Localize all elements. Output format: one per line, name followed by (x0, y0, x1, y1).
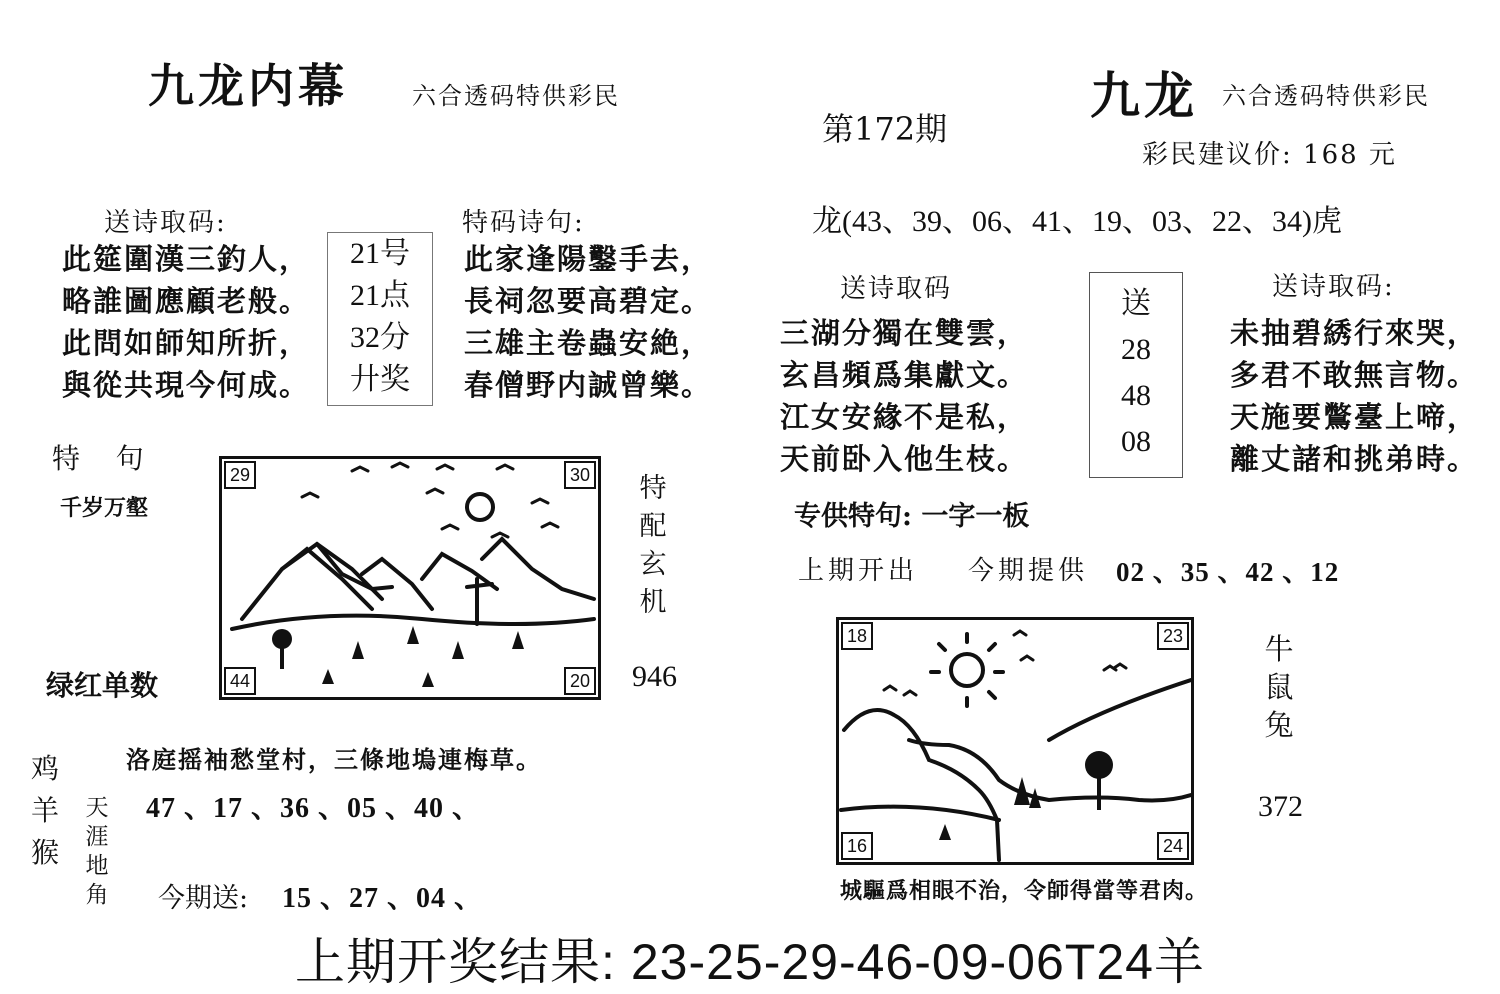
right-corner-tl: 18 (841, 622, 873, 650)
right-side-number: 372 (1258, 790, 1303, 823)
right-poem-label-left: 送诗取码 (840, 274, 953, 304)
right-poem-left (780, 312, 1028, 480)
left-mid-item: 21点 (350, 279, 410, 312)
issue-number: 第172期 (822, 110, 948, 148)
lvhong-label: 绿红单数 (46, 669, 159, 702)
right-poem-right (1230, 312, 1478, 480)
tema-line: 長祠忽要高碧定。 (464, 284, 713, 318)
tianya (80, 794, 114, 910)
side-char: 玄 (639, 549, 667, 580)
left-numbers-row: 47 、17 、36 、05 、40 、 (146, 793, 482, 824)
side-char: 鼠 (1264, 670, 1294, 704)
tema-line: 三雄主卷蟲安絶， (464, 326, 713, 360)
send-item: 送 (1121, 287, 1151, 320)
right-send-box (1089, 272, 1183, 478)
left-poem2: 洛庭摇袖愁堂村，三條地塢連梅草。 (126, 745, 542, 774)
right-poem-right-line: 未抽碧綉行來哭， (1230, 316, 1479, 350)
price: 彩民建议价: 168 元 (1142, 140, 1397, 170)
side-char: 兔 (1264, 708, 1294, 742)
last-result: 上期开奖结果: 23-25-29-46-09-06T24羊 (295, 934, 1205, 990)
left-poem-line: 此問如師知所折， (62, 326, 311, 360)
left-side-number: 946 (632, 660, 677, 693)
right-landscape-picture (836, 617, 1194, 865)
left-poem-line: 略誰圖應顧老般。 (62, 284, 311, 318)
right-corner-bl: 16 (841, 832, 873, 860)
side-char: 配 (639, 511, 667, 542)
side-char: 机 (639, 587, 667, 618)
right-title: 九龙 (1090, 66, 1198, 125)
teju-label: 特 句 (52, 442, 144, 475)
left-corner-tr: 30 (564, 461, 596, 489)
left-title: 九龙内幕 (148, 59, 348, 113)
tema-line: 春僧野内誠曾樂。 (464, 368, 713, 402)
left-mid-box (327, 232, 433, 406)
left-landscape-drawing (222, 459, 598, 697)
right-poem-left-line: 三湖分獨在雙雲， (780, 316, 1029, 350)
left-side-chars (636, 470, 670, 622)
left-mid-item: 廾奖 (350, 363, 410, 396)
tema-poem (464, 238, 712, 406)
animal: 羊 (30, 794, 59, 827)
tianya-char: 天 (85, 795, 109, 821)
left-poem-label: 送诗取码: (104, 208, 227, 238)
last-open-label: 上期开出 (798, 556, 919, 586)
this-provide-label: 今期提供 (968, 556, 1089, 586)
send-item: 48 (1121, 379, 1151, 412)
tianya-char: 角 (85, 882, 109, 908)
left-mid-item: 32分 (350, 321, 410, 354)
animals (28, 748, 62, 874)
right-poem-label-right: 送诗取码: (1272, 272, 1395, 302)
right-poem-right-line: 天施要鷩臺上啼， (1230, 400, 1479, 434)
tema-line: 此家逢陽鑿手去， (464, 242, 713, 276)
send-item: 08 (1121, 425, 1151, 458)
song-numbers: 15 、27 、04 、 (282, 883, 484, 914)
right-landscape-drawing (839, 620, 1191, 862)
side-char: 牛 (1264, 632, 1294, 666)
right-poem-right-line: 離丈諸和挑弟時。 (1230, 442, 1479, 476)
animal: 猴 (30, 836, 59, 869)
song-label: 今期送: (158, 883, 249, 914)
left-corner-tl: 29 (224, 461, 256, 489)
right-poem-left-line: 玄昌頻爲集獻文。 (780, 358, 1029, 392)
left-corner-br: 20 (564, 667, 596, 695)
left-mid-item: 21号 (350, 237, 410, 270)
teju-text: 千岁万壑 (60, 495, 149, 521)
right-poem-left-line: 天前卧入他生枝。 (780, 442, 1029, 476)
left-poem-line: 與從共現今何成。 (62, 368, 311, 402)
right-poem-left-line: 江女安緣不是私， (780, 400, 1029, 434)
left-landscape-picture (219, 456, 601, 700)
send-item: 28 (1121, 333, 1151, 366)
right-bottom-poem: 城驅爲相眼不治，令師得當等君肉。 (840, 878, 1209, 904)
left-poem (62, 238, 310, 406)
special-phrase: 专供特句: 一字一板 (794, 501, 1030, 532)
right-subtitle: 六合透码特供彩民 (1222, 82, 1430, 110)
tianya-char: 地 (85, 853, 109, 879)
left-subtitle: 六合透码特供彩民 (412, 82, 620, 110)
this-provide-numbers: 02 、35 、42 、12 (1116, 557, 1340, 587)
left-poem-line: 此筵圍漢三釣人， (62, 242, 311, 276)
right-side-chars (1262, 630, 1296, 744)
right-poem-right-line: 多君不敢無言物。 (1230, 358, 1479, 392)
tema-label: 特码诗句: (462, 208, 585, 238)
dragon-row: 龙(43、39、06、41、19、03、22、34)虎 (812, 205, 1342, 238)
right-corner-br: 24 (1157, 832, 1189, 860)
right-corner-tr: 23 (1157, 622, 1189, 650)
animal: 鸡 (30, 752, 59, 785)
side-char: 特 (639, 473, 667, 504)
tianya-char: 涯 (85, 824, 109, 850)
left-corner-bl: 44 (224, 667, 256, 695)
